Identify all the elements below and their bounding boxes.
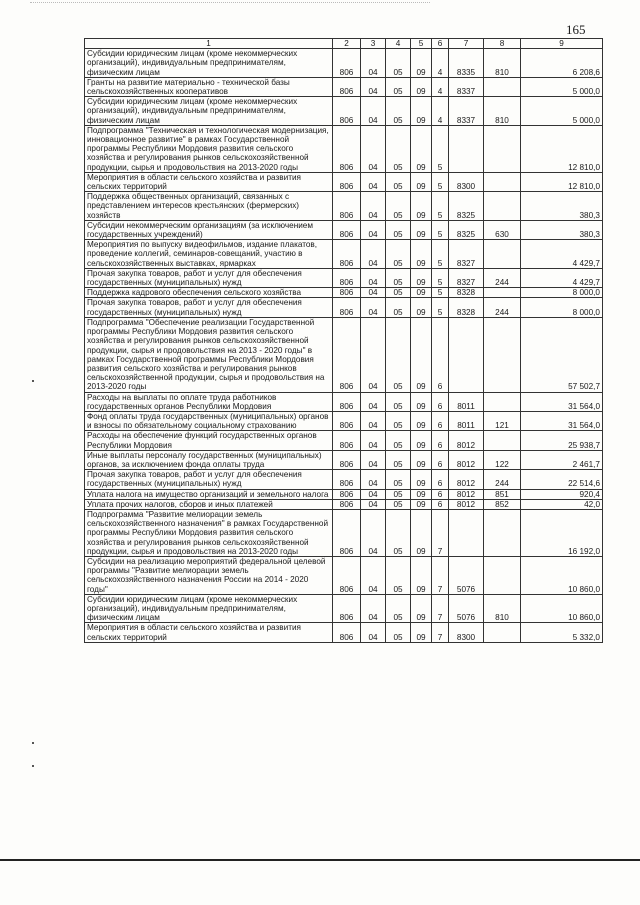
header-cell: 3 [361, 39, 386, 49]
budget-table [84, 38, 603, 643]
col-7-cell: 8012 [449, 489, 484, 499]
col-8-cell [484, 77, 521, 96]
table-row [85, 220, 603, 239]
col-4-cell: 05 [386, 317, 411, 392]
col-4-cell: 05 [386, 470, 411, 489]
amount-cell: 8 000,0 [521, 288, 603, 298]
col-2-cell: 806 [333, 125, 361, 172]
row-name-cell: Поддержка общественных организаций, связанных с представлением интересов крестьянских (фермерских) хозяйств [85, 192, 333, 221]
col-6-cell: 5 [432, 298, 449, 317]
row-name-cell: Гранты на развитие материально - технической базы сельскохозяйственных кооперативов [85, 77, 333, 96]
amount-cell: 380,3 [521, 220, 603, 239]
row-name-cell: Субсидии юридическим лицам (кроме некоммерческих организаций), индивидуальным предпринимателям, физическим лицам [85, 49, 333, 78]
col-4-cell: 05 [386, 623, 411, 642]
col-6-cell: 6 [432, 317, 449, 392]
table-row [85, 288, 603, 298]
col-2-cell: 806 [333, 392, 361, 411]
col-7-cell: 8300 [449, 172, 484, 191]
header-cell: 1 [85, 39, 333, 49]
col-5-cell: 09 [411, 288, 432, 298]
col-5-cell: 09 [411, 77, 432, 96]
table-row [85, 489, 603, 499]
col-2-cell: 806 [333, 192, 361, 221]
col-2-cell: 806 [333, 623, 361, 642]
col-6-cell: 5 [432, 240, 449, 269]
amount-cell: 25 938,7 [521, 431, 603, 450]
row-name-cell: Поддержка кадрового обеспечения сельского хозяйства [85, 288, 333, 298]
col-6-cell: 7 [432, 509, 449, 556]
col-3-cell: 04 [361, 431, 386, 450]
scan-speck [32, 380, 34, 382]
col-7-cell: 8011 [449, 392, 484, 411]
amount-cell: 12 810,0 [521, 172, 603, 191]
col-8-cell: 122 [484, 450, 521, 469]
row-name-cell: Фонд оплаты труда государственных (муниципальных) органов и взносы по обязательному социальному страхованию [85, 411, 333, 430]
amount-cell: 22 514,6 [521, 470, 603, 489]
col-3-cell: 04 [361, 268, 386, 287]
amount-cell: 10 860,0 [521, 556, 603, 594]
col-3-cell: 04 [361, 450, 386, 469]
col-6-cell: 5 [432, 220, 449, 239]
amount-cell: 57 502,7 [521, 317, 603, 392]
col-4-cell: 05 [386, 392, 411, 411]
col-4-cell: 05 [386, 450, 411, 469]
amount-cell: 12 810,0 [521, 125, 603, 172]
col-4-cell: 05 [386, 411, 411, 430]
col-7-cell: 8012 [449, 499, 484, 509]
col-3-cell: 04 [361, 220, 386, 239]
amount-cell: 31 564,0 [521, 392, 603, 411]
col-2-cell: 806 [333, 509, 361, 556]
table-row [85, 556, 603, 594]
row-name-cell: Прочая закупка товаров, работ и услуг для обеспечения государственных (муниципальных) нужд [85, 298, 333, 317]
col-7-cell: 8012 [449, 431, 484, 450]
col-7-cell: 8325 [449, 220, 484, 239]
col-2-cell: 806 [333, 317, 361, 392]
header-cell: 7 [449, 39, 484, 49]
col-4-cell: 05 [386, 509, 411, 556]
amount-cell: 16 192,0 [521, 509, 603, 556]
amount-cell: 2 461,7 [521, 450, 603, 469]
col-2-cell: 806 [333, 450, 361, 469]
col-8-cell [484, 392, 521, 411]
col-3-cell: 04 [361, 192, 386, 221]
col-2-cell: 806 [333, 556, 361, 594]
row-name-cell: Иные выплаты персоналу государственных (муниципальных) органов, за исключением фонда оплаты труда [85, 450, 333, 469]
col-2-cell: 806 [333, 489, 361, 499]
amount-cell: 380,3 [521, 192, 603, 221]
amount-cell: 4 429,7 [521, 268, 603, 287]
amount-cell: 6 208,6 [521, 49, 603, 78]
col-6-cell: 4 [432, 77, 449, 96]
row-name-cell: Уплата прочих налогов, сборов и иных платежей [85, 499, 333, 509]
col-5-cell: 09 [411, 220, 432, 239]
col-8-cell [484, 431, 521, 450]
table-row [85, 97, 603, 126]
table-row [85, 470, 603, 489]
col-3-cell: 04 [361, 499, 386, 509]
col-8-cell [484, 623, 521, 642]
col-5-cell: 09 [411, 392, 432, 411]
table-row [85, 450, 603, 469]
row-name-cell: Субсидии юридическим лицам (кроме некоммерческих организаций), индивидуальным предпринимателям, физическим лицам [85, 97, 333, 126]
col-6-cell: 6 [432, 489, 449, 499]
col-7-cell: 8012 [449, 470, 484, 489]
col-4-cell: 05 [386, 594, 411, 623]
col-4-cell: 05 [386, 499, 411, 509]
col-6-cell: 6 [432, 392, 449, 411]
col-3-cell: 04 [361, 411, 386, 430]
row-name-cell: Субсидии некоммерческим организациям (за исключением государственных учреждений) [85, 220, 333, 239]
col-5-cell: 09 [411, 97, 432, 126]
col-7-cell: 8328 [449, 288, 484, 298]
header-cell: 4 [386, 39, 411, 49]
col-3-cell: 04 [361, 556, 386, 594]
amount-cell: 5 000,0 [521, 77, 603, 96]
row-name-cell: Субсидии юридическим лицам (кроме некоммерческих организаций), индивидуальным предпринимателям, физическим лицам [85, 594, 333, 623]
col-6-cell: 7 [432, 594, 449, 623]
col-2-cell: 806 [333, 411, 361, 430]
table-row [85, 623, 603, 642]
col-4-cell: 05 [386, 172, 411, 191]
col-5-cell: 09 [411, 623, 432, 642]
col-2-cell: 806 [333, 594, 361, 623]
col-3-cell: 04 [361, 49, 386, 78]
col-7-cell: 8335 [449, 49, 484, 78]
header-cell: 6 [432, 39, 449, 49]
col-7-cell: 8337 [449, 97, 484, 126]
col-3-cell: 04 [361, 509, 386, 556]
col-2-cell: 806 [333, 298, 361, 317]
col-2-cell: 806 [333, 470, 361, 489]
col-6-cell: 7 [432, 623, 449, 642]
table-row [85, 125, 603, 172]
col-5-cell: 09 [411, 431, 432, 450]
col-6-cell: 4 [432, 97, 449, 126]
col-7-cell: 8300 [449, 623, 484, 642]
col-2-cell: 806 [333, 268, 361, 287]
table-row [85, 392, 603, 411]
col-6-cell: 6 [432, 499, 449, 509]
amount-cell: 31 564,0 [521, 411, 603, 430]
page-number: 165 [566, 22, 586, 37]
col-4-cell: 05 [386, 431, 411, 450]
col-6-cell: 5 [432, 192, 449, 221]
col-8-cell: 810 [484, 97, 521, 126]
table-row [85, 298, 603, 317]
col-8-cell: 852 [484, 499, 521, 509]
col-2-cell: 806 [333, 288, 361, 298]
amount-cell: 42,0 [521, 499, 603, 509]
col-4-cell: 05 [386, 97, 411, 126]
col-6-cell: 7 [432, 556, 449, 594]
col-2-cell: 806 [333, 240, 361, 269]
header-cell: 2 [333, 39, 361, 49]
table-row [85, 49, 603, 78]
col-2-cell: 806 [333, 172, 361, 191]
table-header-row [85, 39, 603, 49]
col-2-cell: 806 [333, 77, 361, 96]
col-6-cell: 5 [432, 288, 449, 298]
col-3-cell: 04 [361, 392, 386, 411]
col-5-cell: 09 [411, 489, 432, 499]
table-row [85, 509, 603, 556]
col-8-cell [484, 556, 521, 594]
col-5-cell: 09 [411, 450, 432, 469]
col-3-cell: 04 [361, 317, 386, 392]
col-5-cell: 09 [411, 298, 432, 317]
col-4-cell: 05 [386, 556, 411, 594]
table-row [85, 240, 603, 269]
col-5-cell: 09 [411, 470, 432, 489]
scan-edge-line [0, 859, 640, 861]
col-5-cell: 09 [411, 240, 432, 269]
col-2-cell: 806 [333, 431, 361, 450]
col-8-cell: 810 [484, 49, 521, 78]
col-3-cell: 04 [361, 288, 386, 298]
col-8-cell [484, 317, 521, 392]
col-5-cell: 09 [411, 556, 432, 594]
col-6-cell: 6 [432, 411, 449, 430]
col-6-cell: 5 [432, 268, 449, 287]
col-7-cell: 8011 [449, 411, 484, 430]
col-6-cell: 6 [432, 450, 449, 469]
col-8-cell [484, 288, 521, 298]
col-5-cell: 09 [411, 499, 432, 509]
table-row [85, 172, 603, 191]
col-8-cell [484, 192, 521, 221]
row-name-cell: Расходы на обеспечение функций государственных органов Республики Мордовия [85, 431, 333, 450]
scan-speck [32, 742, 34, 744]
col-3-cell: 04 [361, 594, 386, 623]
col-7-cell: 8325 [449, 192, 484, 221]
col-5-cell: 09 [411, 49, 432, 78]
col-2-cell: 806 [333, 49, 361, 78]
amount-cell: 4 429,7 [521, 240, 603, 269]
col-3-cell: 04 [361, 97, 386, 126]
col-5-cell: 09 [411, 192, 432, 221]
col-5-cell: 09 [411, 172, 432, 191]
table-row [85, 317, 603, 392]
col-3-cell: 04 [361, 489, 386, 499]
col-7-cell: 8328 [449, 298, 484, 317]
col-2-cell: 806 [333, 97, 361, 126]
amount-cell: 5 000,0 [521, 97, 603, 126]
table-row [85, 192, 603, 221]
table-row [85, 594, 603, 623]
col-4-cell: 05 [386, 49, 411, 78]
col-5-cell: 09 [411, 125, 432, 172]
table-row [85, 77, 603, 96]
row-name-cell: Мероприятия по выпуску видеофильмов, издание плакатов, проведение коллегий, семинаров-совещаний, участию в сельскохозяйственных выставках, ярмарках [85, 240, 333, 269]
row-name-cell: Мероприятия в области сельского хозяйства и развития сельских территорий [85, 172, 333, 191]
col-3-cell: 04 [361, 240, 386, 269]
col-5-cell: 09 [411, 317, 432, 392]
col-6-cell: 6 [432, 431, 449, 450]
col-6-cell: 5 [432, 172, 449, 191]
col-7-cell: 8337 [449, 77, 484, 96]
col-4-cell: 05 [386, 77, 411, 96]
col-3-cell: 04 [361, 77, 386, 96]
col-3-cell: 04 [361, 470, 386, 489]
col-8-cell: 121 [484, 411, 521, 430]
col-7-cell: 5076 [449, 556, 484, 594]
row-name-cell: Прочая закупка товаров, работ и услуг для обеспечения государственных (муниципальных) нужд [85, 470, 333, 489]
col-7-cell: 8327 [449, 268, 484, 287]
col-3-cell: 04 [361, 623, 386, 642]
header-cell: 5 [411, 39, 432, 49]
table-row [85, 268, 603, 287]
col-5-cell: 09 [411, 411, 432, 430]
col-4-cell: 05 [386, 298, 411, 317]
col-4-cell: 05 [386, 268, 411, 287]
col-8-cell: 851 [484, 489, 521, 499]
col-8-cell [484, 125, 521, 172]
col-4-cell: 05 [386, 125, 411, 172]
row-name-cell: Подпрограмма "Развитие мелиорации земель сельскохозяйственного назначения" в рамках Государственной программы Республики Мордовия развития сельского хозяйства и регулирования рынков сельскохозяйственной продукции, сырья и продовольствия на 2013-2020 годы [85, 509, 333, 556]
col-5-cell: 09 [411, 594, 432, 623]
col-6-cell: 5 [432, 125, 449, 172]
col-8-cell: 244 [484, 298, 521, 317]
col-3-cell: 04 [361, 298, 386, 317]
amount-cell: 10 860,0 [521, 594, 603, 623]
col-8-cell [484, 509, 521, 556]
table-row [85, 499, 603, 509]
header-cell: 8 [484, 39, 521, 49]
col-6-cell: 4 [432, 49, 449, 78]
col-2-cell: 806 [333, 220, 361, 239]
amount-cell: 5 332,0 [521, 623, 603, 642]
row-name-cell: Подпрограмма "Техническая и технологическая модернизация, инновационное развитие" в рамках Государственной программы Республики Мордовия развития сельского хозяйства и регулирования рынков сельскохозяйственной продукции, сырья и продовольствия на 2013-2020 годы [85, 125, 333, 172]
row-name-cell: Прочая закупка товаров, работ и услуг для обеспечения государственных (муниципальных) нужд [85, 268, 333, 287]
row-name-cell: Уплата налога на имущество организаций и земельного налога [85, 489, 333, 499]
col-7-cell: 8327 [449, 240, 484, 269]
col-8-cell [484, 172, 521, 191]
col-7-cell: 5076 [449, 594, 484, 623]
table-row [85, 431, 603, 450]
col-8-cell: 630 [484, 220, 521, 239]
col-3-cell: 04 [361, 125, 386, 172]
col-8-cell [484, 240, 521, 269]
col-2-cell: 806 [333, 499, 361, 509]
row-name-cell: Подпрограмма "Обеспечение реализации Государственной программы Республики Мордовия развития сельского хозяйства и регулирования рынков сельскохозяйственной продукции, сырья и продовольствия на 2013 - 2020 годы" в рамках Государственной программы Республики Мордовия развития сельского хозяйства и регулирования рынков сельскохозяйственной продукции, сырья и продовольствия на 2013-2020 годы [85, 317, 333, 392]
col-3-cell: 04 [361, 172, 386, 191]
col-6-cell: 6 [432, 470, 449, 489]
row-name-cell: Субсидии на реализацию мероприятий федеральной целевой программы "Развитие мелиорации земель сельскохозяйственного назначения России на 2014 - 2020 годы" [85, 556, 333, 594]
col-4-cell: 05 [386, 288, 411, 298]
col-8-cell: 244 [484, 268, 521, 287]
col-5-cell: 09 [411, 268, 432, 287]
col-7-cell [449, 509, 484, 556]
header-cell: 9 [521, 39, 603, 49]
row-name-cell: Мероприятия в области сельского хозяйства и развития сельских территорий [85, 623, 333, 642]
col-8-cell: 810 [484, 594, 521, 623]
col-4-cell: 05 [386, 220, 411, 239]
scan-speck [32, 765, 34, 767]
table-row [85, 411, 603, 430]
col-4-cell: 05 [386, 489, 411, 499]
col-5-cell: 09 [411, 509, 432, 556]
col-7-cell [449, 125, 484, 172]
col-8-cell: 244 [484, 470, 521, 489]
amount-cell: 8 000,0 [521, 298, 603, 317]
col-7-cell: 8012 [449, 450, 484, 469]
col-4-cell: 05 [386, 240, 411, 269]
scan-artifact-top [30, 2, 430, 4]
col-4-cell: 05 [386, 192, 411, 221]
col-7-cell [449, 317, 484, 392]
row-name-cell: Расходы на выплаты по оплате труда работников государственных органов Республики Мордовия [85, 392, 333, 411]
amount-cell: 920,4 [521, 489, 603, 499]
